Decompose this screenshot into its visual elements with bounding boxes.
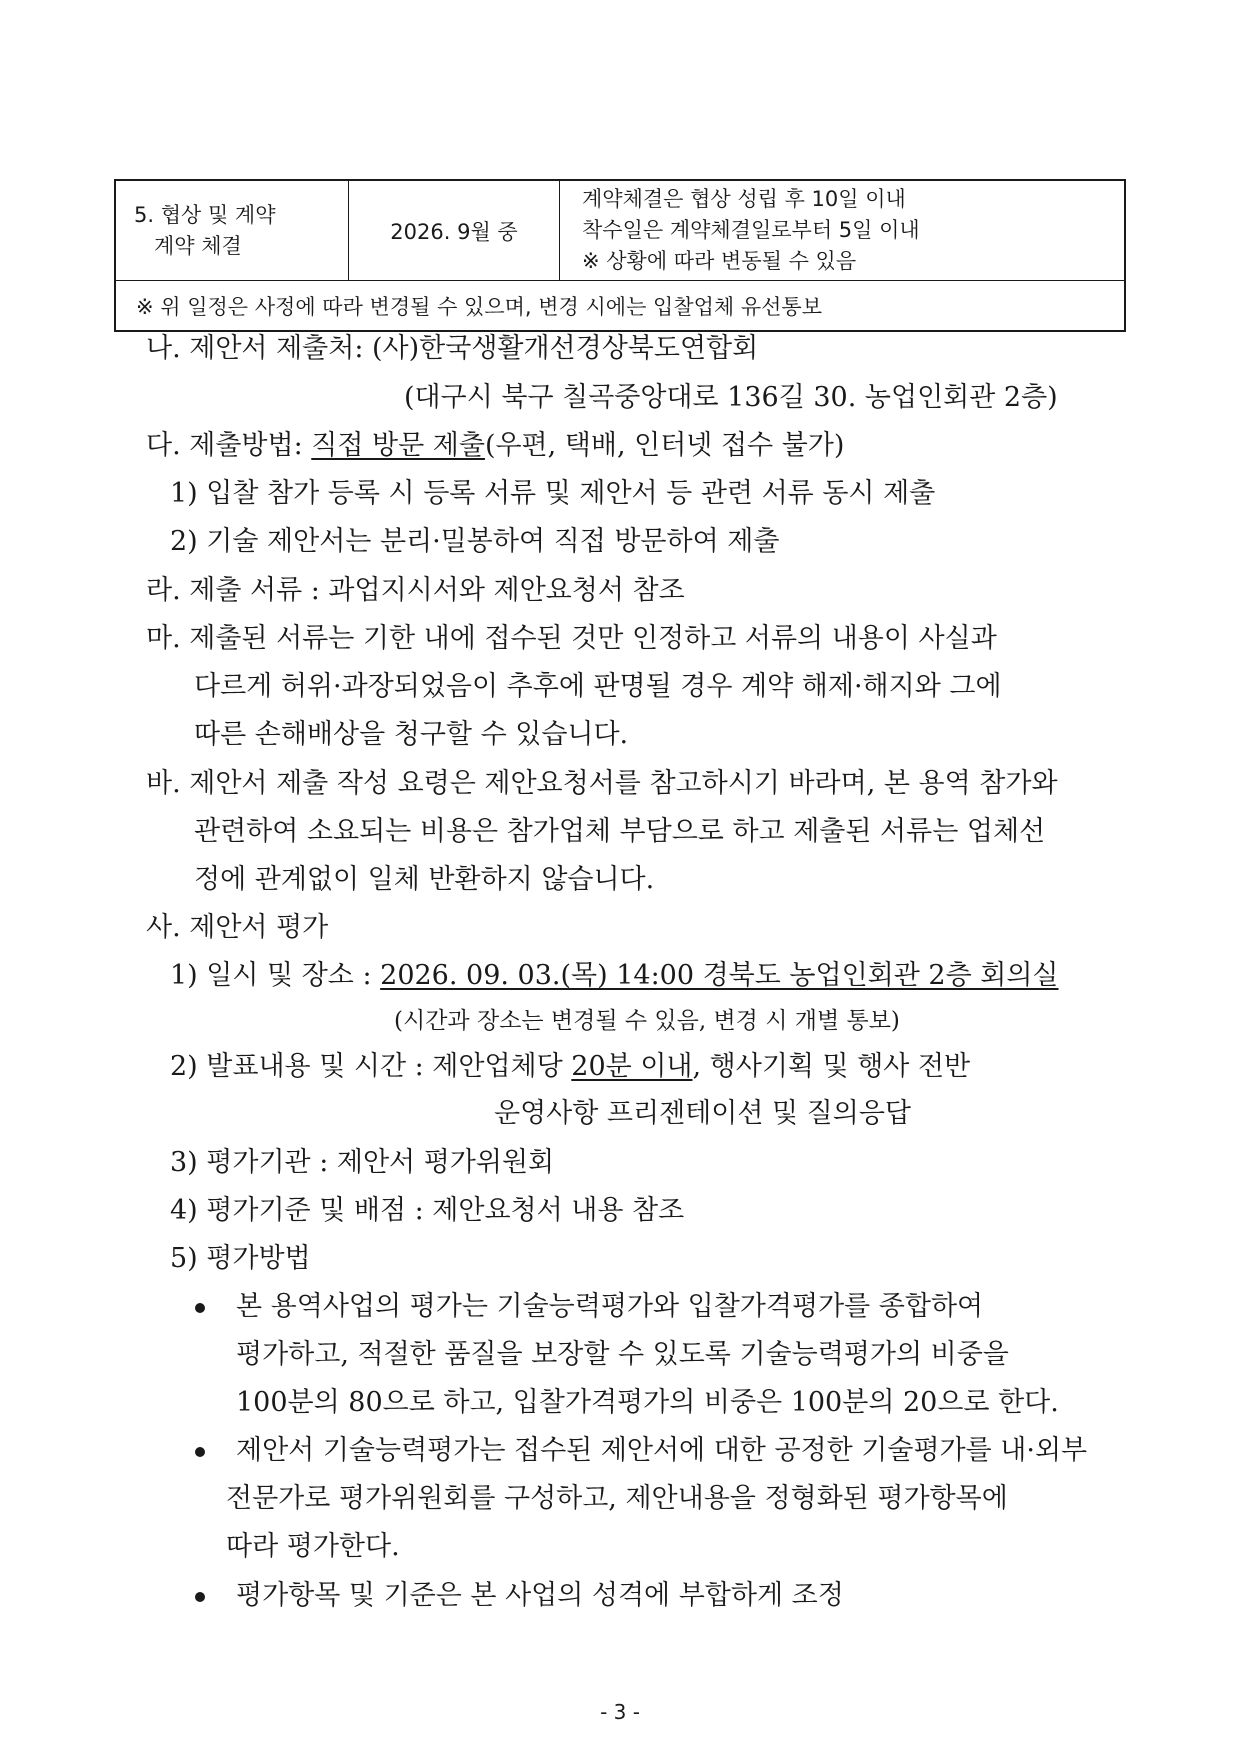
stage-cell bbox=[115, 180, 349, 281]
sa-item-2 bbox=[170, 1050, 970, 1084]
period-cell: 2026. 9월 중 bbox=[349, 180, 560, 281]
sa-2-content: , 행사기획 및 행사 전반 bbox=[692, 1051, 971, 1082]
section-sa: 사. 제안서 평가 bbox=[146, 912, 329, 943]
section-ra: 라. 제출 서류 : 과업지시서와 제안요청서 참조 bbox=[146, 575, 685, 606]
bullet-2-line-1: 제안서 기술능력평가는 접수된 제안서에 대한 공정한 기술평가를 내·외부 bbox=[236, 1435, 1088, 1466]
da-item-2: 2) 기술 제안서는 분리·밀봉하여 직접 방문하여 제출 bbox=[170, 526, 780, 557]
note-line: 착수일은 계약체결일로부터 5일 이내 bbox=[582, 218, 920, 242]
bullet-icon bbox=[195, 1592, 205, 1602]
notes-cell bbox=[560, 180, 1126, 281]
sa-1-note: (시간과 장소는 변경될 수 있음, 변경 시 개별 통보) bbox=[394, 1008, 900, 1034]
ba-cont-2: 정에 관계없이 일체 반환하지 않습니다. bbox=[194, 864, 655, 895]
bullet-1-line-3: 100분의 80으로 하고, 입찰가격평가의 비중은 100분의 20으로 한다. bbox=[236, 1387, 1059, 1418]
stage-label-cont: 계약 체결 bbox=[154, 233, 242, 258]
bullet-2-line-2: 전문가로 평가위원회를 구성하고, 제안내용을 정형화된 평가항목에 bbox=[226, 1483, 1008, 1514]
section-ba: 바. 제안서 제출 작성 요령은 제안요청서를 참고하시기 바라며, 본 용역 참가와 bbox=[146, 768, 1058, 799]
da-label: 다. 제출방법: bbox=[146, 430, 312, 461]
note-line: ※ 상황에 따라 변동될 수 있음 bbox=[582, 249, 857, 273]
sa-item-4: 4) 평가기준 및 배점 : 제안요청서 내용 참조 bbox=[170, 1195, 685, 1226]
table-row bbox=[115, 180, 1125, 281]
bullet-1-line-1: 본 용역사업의 평가는 기술능력평가와 입찰가격평가를 종합하여 bbox=[236, 1291, 984, 1322]
ma-cont-1: 다르게 허위·과장되었음이 추후에 판명될 경우 계약 해제·해지와 그에 bbox=[194, 671, 1002, 702]
bullet-3-line-1: 평가항목 및 기준은 본 사업의 성격에 부합하게 조정 bbox=[236, 1580, 844, 1611]
bullet-icon bbox=[195, 1447, 205, 1457]
ma-cont-2: 따른 손해배상을 청구할 수 있습니다. bbox=[194, 719, 629, 750]
da-method-note: (우편, 택배, 인터넷 접수 불가) bbox=[484, 430, 845, 461]
sa-item-1 bbox=[170, 959, 1059, 993]
bullet-2-line-3: 따라 평가한다. bbox=[226, 1531, 400, 1562]
na-address: (대구시 북구 칠곡중앙대로 136길 30. 농업인회관 2층) bbox=[404, 382, 1058, 413]
sa-item-5: 5) 평가방법 bbox=[170, 1243, 311, 1274]
schedule-table bbox=[114, 179, 1126, 332]
table-footnote-row bbox=[115, 281, 1125, 332]
da-method-underlined: 직접 방문 제출 bbox=[311, 430, 485, 461]
note-line: 계약체결은 협상 성립 후 10일 이내 bbox=[582, 187, 906, 211]
bullet-1-line-2: 평가하고, 적절한 품질을 보장할 수 있도록 기술능력평가의 비중을 bbox=[236, 1339, 1009, 1370]
sa-2-cont: 운영사항 프리젠테이션 및 질의응답 bbox=[494, 1098, 911, 1129]
da-item-1: 1) 입찰 참가 등록 시 등록 서류 및 제안서 등 관련 서류 동시 제출 bbox=[170, 478, 936, 509]
sa-1-datetime-place: 2026. 09. 03.(목) 14:00 경북도 농업인회관 2층 회의실 bbox=[380, 960, 1059, 991]
sa-item-3: 3) 평가기관 : 제안서 평가위원회 bbox=[170, 1147, 555, 1178]
sa-2-duration: 20분 이내 bbox=[571, 1051, 693, 1082]
stage-label: 5. 협상 및 계약 bbox=[134, 202, 276, 227]
sa-2-label: 2) 발표내용 및 시간 : 제안업체당 bbox=[170, 1051, 572, 1082]
ba-cont-1: 관련하여 소요되는 비용은 참가업체 부담으로 하고 제출된 서류는 업체선 bbox=[194, 816, 1046, 847]
bullet-icon bbox=[195, 1303, 205, 1313]
sa-1-label: 1) 일시 및 장소 : bbox=[170, 960, 381, 991]
section-na: 나. 제안서 제출처: (사)한국생활개선경상북도연합회 bbox=[146, 333, 759, 364]
table-footnote: ※ 위 일정은 사정에 따라 변경될 수 있으며, 변경 시에는 입찰업체 유선통보 bbox=[115, 281, 1125, 332]
section-da bbox=[146, 429, 844, 463]
section-ma: 마. 제출된 서류는 기한 내에 접수된 것만 인정하고 서류의 내용이 사실과 bbox=[146, 623, 997, 654]
page-number: - 3 - bbox=[600, 1700, 640, 1724]
